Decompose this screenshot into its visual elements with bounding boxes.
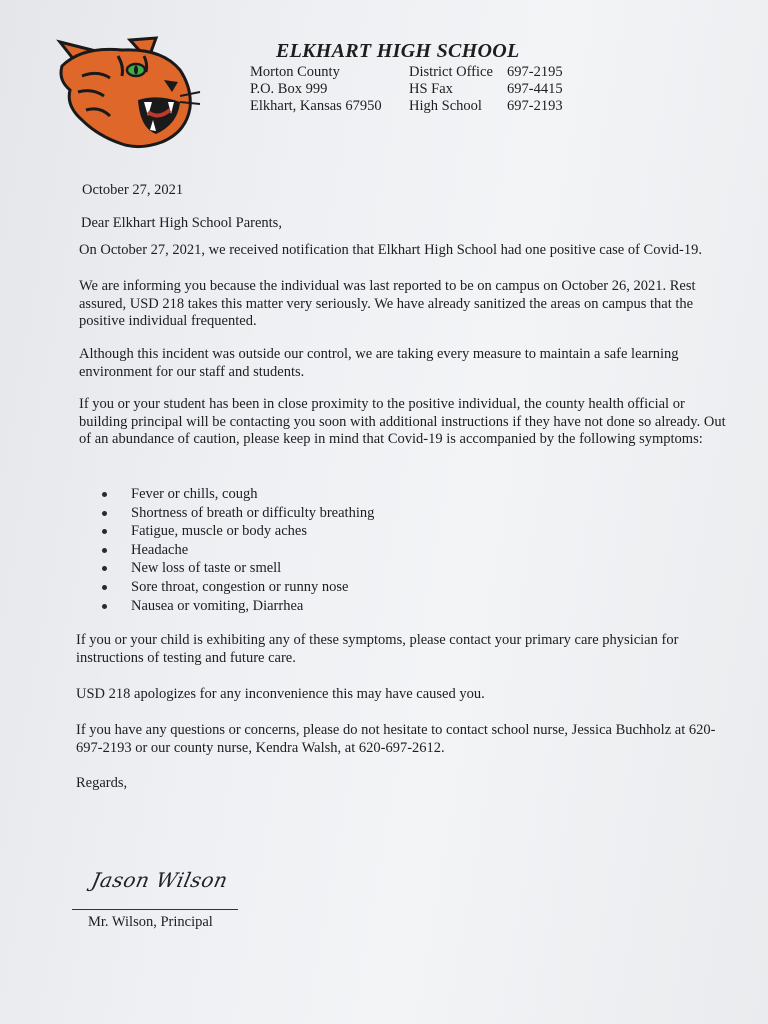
list-item: [100, 522, 374, 541]
address-line: P.O. Box 999: [250, 81, 328, 97]
signature-line: [72, 909, 238, 910]
closing: Regards,: [76, 775, 128, 791]
symptom-text: Fever or chills, cough: [131, 486, 258, 502]
contact-label: High School: [409, 98, 482, 114]
wildcat-head-logo: [52, 36, 202, 151]
body-paragraph: If you or your child is exhibiting any of these symptoms, please contact your primary care physician for instructions of testing and future care.: [76, 632, 679, 666]
bullet-icon: [102, 492, 107, 497]
symptom-text: New loss of taste or smell: [131, 560, 282, 577]
mailing-address: [250, 64, 382, 115]
contact-label: HS Fax: [409, 81, 453, 97]
contact-phone: 697-4415: [507, 81, 563, 97]
contact-phone: 697-2193: [507, 98, 563, 114]
list-item: [100, 597, 374, 616]
body-paragraph: We are informing you because the individual was last reported to be on campus on October 26, 2021. Rest assured, USD 218 takes this matter very seriously. We have already sanitized the areas on campus that the positive individual frequented.: [79, 278, 696, 329]
bullet-icon: [102, 548, 107, 553]
symptom-text: Fatigue, muscle or body aches: [131, 523, 307, 540]
salutation: Dear Elkhart High School Parents,: [81, 215, 282, 231]
body-paragraph: On October 27, 2021, we received notification that Elkhart High School had one positive case of Covid-19.: [79, 242, 702, 258]
signature: Jason Wilson: [89, 868, 231, 892]
school-name: ELKHART HIGH SCHOOL: [276, 40, 520, 62]
contact-phone: 697-2195: [507, 64, 563, 80]
symptom-text: Shortness of breath or difficulty breathing: [131, 504, 375, 521]
symptom-text: Headache: [131, 541, 189, 558]
bullet-icon: [102, 511, 107, 516]
list-item: [100, 559, 374, 578]
contact-labels: [409, 64, 493, 115]
body-paragraph: If you or your student has been in close proximity to the positive individual, the county health official or building principal will be contacting you soon with additional instructions if they have not done so already. Out of an abundance of caution, please keep in mind that Covid-19 is accompanied by the following symptoms:: [79, 396, 726, 447]
letter-date: October 27, 2021: [82, 182, 184, 198]
contact-label: District Office: [409, 64, 493, 80]
address-line: Morton County: [250, 64, 340, 80]
body-paragraph: USD 218 apologizes for any inconvenience this may have caused you.: [76, 686, 485, 702]
bullet-icon: [102, 585, 107, 590]
list-item: [100, 578, 374, 597]
bullet-icon: [102, 604, 107, 609]
address-line: Elkhart, Kansas 67950: [250, 98, 382, 114]
symptom-text: Nausea or vomiting, Diarrhea: [131, 597, 304, 614]
contact-phones: [507, 64, 563, 115]
symptom-text: Sore throat, congestion or runny nose: [131, 578, 349, 595]
body-paragraph: If you have any questions or concerns, please do not hesitate to contact school nurse, Jessica Buchholz at 620-697-2193 or our county nurse, Kendra Walsh, at 620-697-2612.: [76, 722, 716, 756]
list-item: [100, 485, 374, 504]
bullet-icon: [102, 566, 107, 571]
symptom-list: [100, 485, 374, 615]
bullet-icon: [102, 529, 107, 534]
body-paragraph: Although this incident was outside our control, we are taking every measure to maintain a safe learning environment for our staff and students.: [79, 346, 679, 380]
list-item: [100, 541, 374, 560]
signer-name: Mr. Wilson, Principal: [88, 914, 213, 930]
list-item: [100, 504, 374, 523]
